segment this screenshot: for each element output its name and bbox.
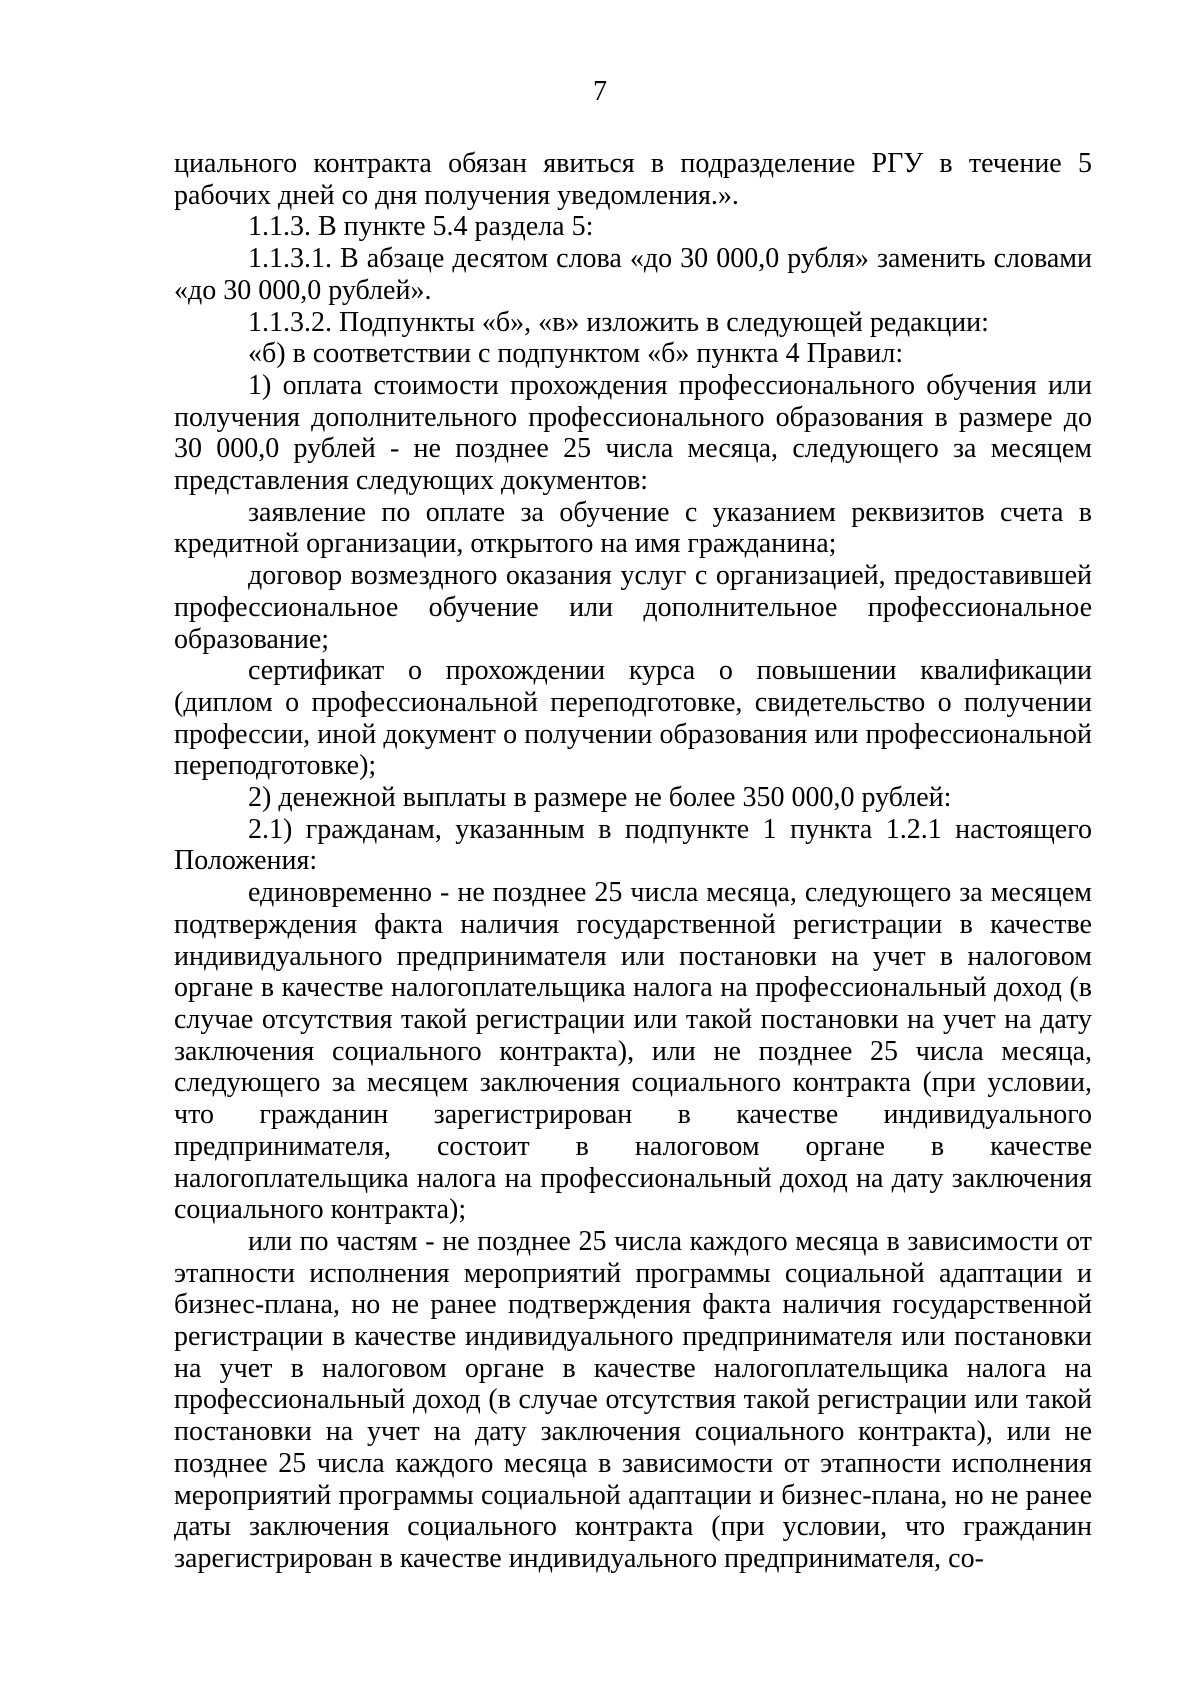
paragraph-lump-sum: единовременно - не позднее 25 числа месяца, следующего за месяцем подтверждения факта наличия государственной регистрации в качестве индивидуального предпринимателя или постановки на учет в налоговом органе в качестве налогоплательщика налога на профессиональный доход (в случае отсутствия такой регистрации или такой постановки на учет на дату заключения социального контракта), или не позднее 25 числа месяца, следующего за месяцем заключения социального контракта (при условии, что гражданин зарегистрирован в качестве индивидуального предпринимателя, состоит в налоговом органе в качестве налогоплательщика налога на профессиональный доход на дату заключения социального контракта); bbox=[174, 877, 1092, 1226]
paragraph-item-1: 1) оплата стоимости прохождения профессионального обучения или получения дополнительного профессионального образования в размере до 30 000,0 рублей - не позднее 25 числа месяца, следующего за месяцем представления следующих документов: bbox=[174, 369, 1092, 497]
paragraph-installments: или по частям - не позднее 25 числа каждого месяца в зависимости от этапности исполнения мероприятий программы социальной адаптации и бизнес-плана, но не ранее подтверждения факта наличия государственной регистрации в качестве индивидуального предпринимателя или постановки на учет в налоговом органе в качестве налогоплательщика налога на профессиональный доход (в случае отсутствия такой регистрации или такой постановки на учет на дату заключения социального контракта), или не позднее 25 числа каждого месяца в зависимости от этапности исполнения мероприятий программы социальной адаптации и бизнес-плана, но не ранее даты заключения социального контракта (при условии, что гражданин зарегистрирован в качестве индивидуального предпринимателя, со- bbox=[174, 1225, 1092, 1574]
page-number: 7 bbox=[593, 76, 607, 107]
paragraph-1-1-3-2: 1.1.3.2. Подпункты «б», «в» изложить в следующей редакции: bbox=[248, 306, 989, 338]
paragraph-item-2: 2) денежной выплаты в размере не более 350 000,0 рублей: bbox=[248, 782, 952, 814]
document-body bbox=[174, 148, 1092, 1575]
paragraph-certificate: сертификат о прохождении курса о повышении квалификации (диплом о профессиональной переподготовке, свидетельство о получении профессии, иной документ о получении образования или профессиональной переподготовке); bbox=[174, 655, 1092, 782]
paragraph-1-1-3: 1.1.3. В пункте 5.4 раздела 5: bbox=[248, 211, 594, 243]
paragraph-contract: договор возмездного оказания услуг с организацией, предоставившей профессиональное обучение или дополнительное профессиональное образование; bbox=[174, 560, 1092, 655]
paragraph-1-1-3-1: 1.1.3.1. В абзаце десятом слова «до 30 000,0 рубля» заменить словами «до 30 000,0 рублей». bbox=[174, 243, 1092, 306]
paragraph-subitem-b: «б) в соответствии с подпунктом «б» пункта 4 Правил: bbox=[248, 338, 904, 370]
paragraph-item-2-1: 2.1) гражданам, указанным в подпункте 1 пункта 1.2.1 настоящего Положения: bbox=[174, 813, 1092, 877]
paragraph-continuation: циального контракта обязан явиться в подразделение РГУ в течение 5 рабочих дней со дня получения уведомления.». bbox=[174, 148, 1092, 211]
paragraph-application: заявление по оплате за обучение с указанием реквизитов счета в кредитной организации, открытого на имя гражданина; bbox=[174, 496, 1092, 560]
